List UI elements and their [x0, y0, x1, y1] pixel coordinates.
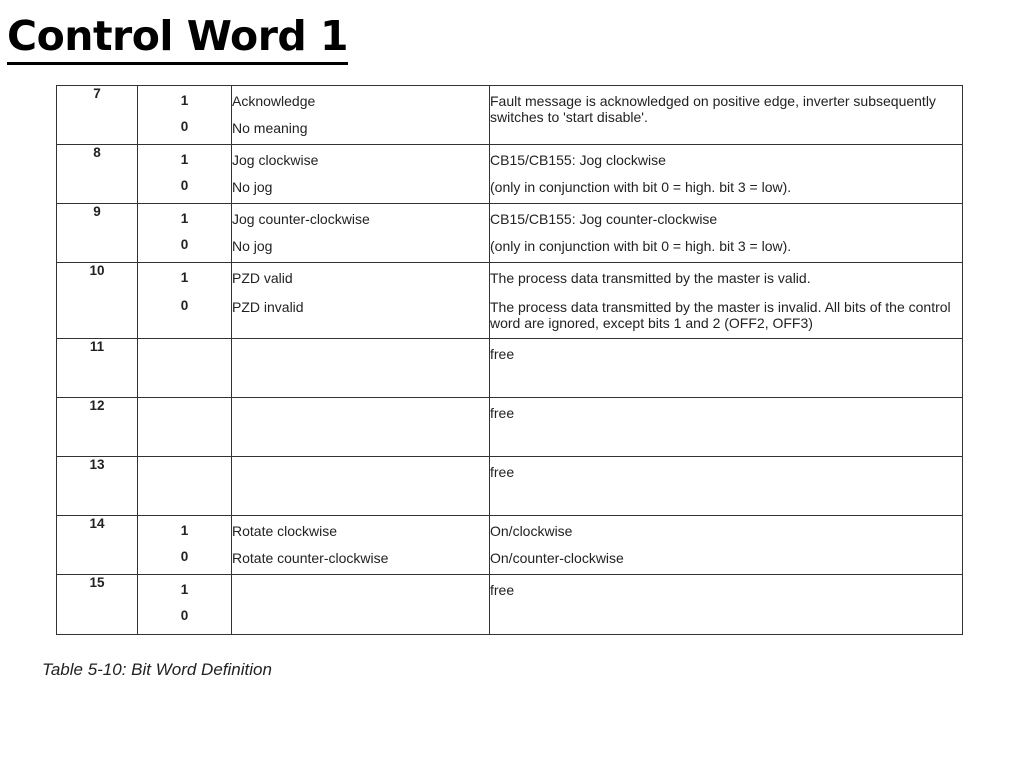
table-row [57, 204, 963, 263]
description-1: CB15/CB155: Jog clockwise [490, 152, 666, 168]
bit-number: 7 [57, 86, 138, 145]
value-cell [138, 516, 232, 575]
description-1: The process data transmitted by the master is valid. [490, 270, 811, 286]
meaning-cell [232, 575, 490, 635]
value-cell [138, 339, 232, 398]
value-1: 1 [180, 523, 189, 538]
meaning-cell [232, 516, 490, 575]
description-cell [490, 145, 963, 204]
meaning-1: Rotate clockwise [232, 523, 338, 539]
value-1: 1 [180, 270, 189, 285]
value-0: 0 [180, 178, 189, 193]
table-row [57, 145, 963, 204]
description-cell [490, 398, 963, 457]
meaning-1: Jog counter-clockwise [232, 211, 370, 227]
bit-number: 13 [57, 457, 138, 516]
description-1: Fault message is acknowledged on positive edge, inverter subsequently switches to 'start disable'. [490, 93, 936, 125]
value-0: 0 [180, 608, 189, 623]
table-row [57, 339, 963, 398]
description-1: free [490, 346, 515, 362]
meaning-0: Rotate counter-clockwise [232, 550, 389, 566]
meaning-cell [232, 457, 490, 516]
value-0: 0 [180, 298, 189, 313]
value-0: 0 [180, 237, 189, 252]
description-1: free [490, 464, 515, 480]
meaning-0: PZD invalid [232, 299, 304, 315]
bit-number: 9 [57, 204, 138, 263]
value-cell [138, 145, 232, 204]
bit-number: 14 [57, 516, 138, 575]
table-row [57, 398, 963, 457]
meaning-0: No jog [232, 179, 273, 195]
description-cell [490, 204, 963, 263]
description-cell [490, 86, 963, 145]
table-row [57, 516, 963, 575]
bit-number: 15 [57, 575, 138, 635]
value-1: 1 [180, 152, 189, 167]
bit-number: 8 [57, 145, 138, 204]
description-0: The process data transmitted by the master is invalid. All bits of the control word are ignored, except bits 1 and 2 (OFF2, OFF3) [490, 299, 951, 331]
meaning-cell [232, 339, 490, 398]
meaning-1: Jog clockwise [232, 152, 319, 168]
bit-number: 12 [57, 398, 138, 457]
table-row [57, 263, 963, 339]
table-row [57, 457, 963, 516]
description-0: (only in conjunction with bit 0 = high. bit 3 = low). [490, 179, 792, 195]
description-cell [490, 457, 963, 516]
value-cell [138, 204, 232, 263]
meaning-0: No meaning [232, 120, 308, 136]
description-1: On/clockwise [490, 523, 573, 539]
value-0: 0 [180, 549, 189, 564]
description-cell [490, 516, 963, 575]
value-cell [138, 398, 232, 457]
table-caption: Table 5-10: Bit Word Definition [42, 660, 272, 679]
meaning-1: PZD valid [232, 270, 293, 286]
value-cell [138, 263, 232, 339]
description-cell [490, 339, 963, 398]
slide-title-text: Control Word 1 [7, 12, 349, 60]
value-cell [138, 457, 232, 516]
meaning-cell [232, 398, 490, 457]
bit-number: 10 [57, 263, 138, 339]
value-1: 1 [180, 93, 189, 108]
description-1: free [490, 582, 515, 598]
meaning-cell [232, 263, 490, 339]
value-cell [138, 575, 232, 635]
description-cell [490, 263, 963, 339]
meaning-cell [232, 145, 490, 204]
value-1: 1 [180, 211, 189, 226]
meaning-cell [232, 86, 490, 145]
description-cell [490, 575, 963, 635]
description-1: free [490, 405, 515, 421]
slide-title [7, 10, 348, 62]
value-0: 0 [180, 119, 189, 134]
value-1: 1 [180, 582, 189, 597]
bit-number: 11 [57, 339, 138, 398]
title-underline [7, 62, 348, 65]
description-0: (only in conjunction with bit 0 = high. bit 3 = low). [490, 238, 792, 254]
description-1: CB15/CB155: Jog counter-clockwise [490, 211, 718, 227]
description-0: On/counter-clockwise [490, 550, 624, 566]
table-row [57, 575, 963, 635]
meaning-1: Acknowledge [232, 93, 316, 109]
meaning-cell [232, 204, 490, 263]
value-cell [138, 86, 232, 145]
bit-definition-table [56, 85, 963, 635]
meaning-0: No jog [232, 238, 273, 254]
table-row [57, 86, 963, 145]
